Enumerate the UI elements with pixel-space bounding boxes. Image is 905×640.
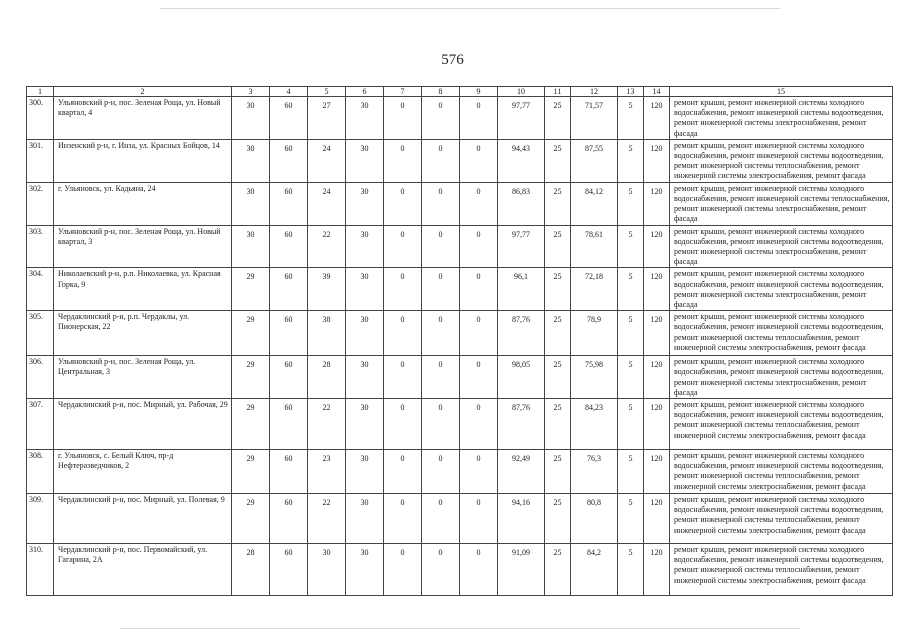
- value-cell-c12: 76,3: [571, 450, 618, 494]
- value-cell-c4: 60: [270, 182, 308, 225]
- value-cell-c13: 5: [618, 494, 644, 544]
- value-cell-c7: 0: [384, 139, 422, 182]
- value-cell-c8: 0: [422, 544, 460, 596]
- table-row: [27, 311, 893, 356]
- table-row: [27, 139, 893, 182]
- column-header: 13: [618, 87, 644, 97]
- value-cell-c9: 0: [460, 450, 498, 494]
- column-header: 4: [270, 87, 308, 97]
- column-header: 3: [232, 87, 270, 97]
- works-list-cell: ремонт крыши, ремонт инженерной системы холодного водоснабжения, ремонт инженерной системы теплоснабжения, ремонт инженерной системы электроснабжения, ремонт фасада: [670, 182, 893, 225]
- value-cell-c10: 94,43: [498, 139, 545, 182]
- value-cell-c10: 97,77: [498, 97, 545, 140]
- value-cell-c4: 60: [270, 268, 308, 311]
- value-cell-c3: 29: [232, 268, 270, 311]
- value-cell-c4: 60: [270, 356, 308, 399]
- column-header: 8: [422, 87, 460, 97]
- value-cell-c6: 30: [346, 356, 384, 399]
- row-number-cell: 304.: [27, 268, 54, 311]
- address-cell: Ульяновский р-н, пос. Зеленая Роща, ул. Центральная, 3: [54, 356, 232, 399]
- table-row: [27, 494, 893, 544]
- value-cell-c5: 23: [308, 450, 346, 494]
- value-cell-c7: 0: [384, 97, 422, 140]
- value-cell-c7: 0: [384, 399, 422, 450]
- value-cell-c12: 78,61: [571, 225, 618, 268]
- column-header: 6: [346, 87, 384, 97]
- value-cell-c13: 5: [618, 139, 644, 182]
- value-cell-c6: 30: [346, 494, 384, 544]
- value-cell-c12: 87,55: [571, 139, 618, 182]
- works-list-cell: ремонт крыши, ремонт инженерной системы холодного водоснабжения, ремонт инженерной системы водоотведения, ремонт инженерной системы теплоснабжения, ремонт инженерной системы электроснабжения, ремонт фасада: [670, 450, 893, 494]
- column-header: 5: [308, 87, 346, 97]
- value-cell-c13: 5: [618, 268, 644, 311]
- row-number-cell: 303.: [27, 225, 54, 268]
- value-cell-c7: 0: [384, 356, 422, 399]
- value-cell-c8: 0: [422, 139, 460, 182]
- column-header: 10: [498, 87, 545, 97]
- value-cell-c11: 25: [545, 225, 571, 268]
- value-cell-c6: 30: [346, 139, 384, 182]
- value-cell-c7: 0: [384, 268, 422, 311]
- value-cell-c11: 25: [545, 139, 571, 182]
- value-cell-c5: 22: [308, 399, 346, 450]
- value-cell-c4: 60: [270, 544, 308, 596]
- value-cell-c4: 60: [270, 225, 308, 268]
- value-cell-c12: 78,9: [571, 311, 618, 356]
- value-cell-c7: 0: [384, 311, 422, 356]
- value-cell-c9: 0: [460, 182, 498, 225]
- value-cell-c3: 29: [232, 311, 270, 356]
- value-cell-c13: 5: [618, 225, 644, 268]
- value-cell-c9: 0: [460, 268, 498, 311]
- address-cell: Чердаклинский р-н, пос. Мирный, ул. Полевая, 9: [54, 494, 232, 544]
- value-cell-c4: 60: [270, 97, 308, 140]
- row-number-cell: 302.: [27, 182, 54, 225]
- value-cell-c10: 94,16: [498, 494, 545, 544]
- value-cell-c10: 91,09: [498, 544, 545, 596]
- value-cell-c4: 60: [270, 494, 308, 544]
- works-list-cell: ремонт крыши, ремонт инженерной системы холодного водоснабжения, ремонт инженерной системы водоотведения, ремонт инженерной системы электроснабжения, ремонт фасада: [670, 97, 893, 140]
- value-cell-c3: 30: [232, 225, 270, 268]
- value-cell-c8: 0: [422, 311, 460, 356]
- value-cell-c8: 0: [422, 182, 460, 225]
- value-cell-c8: 0: [422, 97, 460, 140]
- value-cell-c7: 0: [384, 225, 422, 268]
- table-row: [27, 182, 893, 225]
- value-cell-c11: 25: [545, 311, 571, 356]
- column-header: 14: [644, 87, 670, 97]
- row-number-cell: 307.: [27, 399, 54, 450]
- value-cell-c8: 0: [422, 356, 460, 399]
- value-cell-c7: 0: [384, 494, 422, 544]
- value-cell-c7: 0: [384, 450, 422, 494]
- value-cell-c3: 30: [232, 182, 270, 225]
- table-row: [27, 544, 893, 596]
- value-cell-c3: 28: [232, 544, 270, 596]
- value-cell-c5: 22: [308, 494, 346, 544]
- value-cell-c9: 0: [460, 311, 498, 356]
- column-header: 1: [27, 87, 54, 97]
- works-list-cell: ремонт крыши, ремонт инженерной системы холодного водоснабжения, ремонт инженерной системы водоотведения, ремонт инженерной системы теплоснабжения, ремонт инженерной системы электроснабжения, ремонт фасада: [670, 139, 893, 182]
- value-cell-c3: 29: [232, 494, 270, 544]
- value-cell-c10: 87,76: [498, 311, 545, 356]
- table-body: [27, 97, 893, 596]
- value-cell-c5: 39: [308, 268, 346, 311]
- value-cell-c12: 72,18: [571, 268, 618, 311]
- value-cell-c3: 29: [232, 399, 270, 450]
- address-cell: Николаевский р-н, р.п. Николаевка, ул. Красная Горка, 9: [54, 268, 232, 311]
- value-cell-c6: 30: [346, 399, 384, 450]
- value-cell-c6: 30: [346, 311, 384, 356]
- scan-mark-bottom: [120, 628, 800, 629]
- value-cell-c14: 120: [644, 182, 670, 225]
- column-header: 7: [384, 87, 422, 97]
- value-cell-c4: 60: [270, 450, 308, 494]
- works-list-cell: ремонт крыши, ремонт инженерной системы холодного водоснабжения, ремонт инженерной системы водоотведения, ремонт инженерной системы теплоснабжения, ремонт инженерной системы электроснабжения, ремонт фасада: [670, 399, 893, 450]
- value-cell-c14: 120: [644, 97, 670, 140]
- value-cell-c7: 0: [384, 544, 422, 596]
- value-cell-c3: 29: [232, 356, 270, 399]
- value-cell-c6: 30: [346, 97, 384, 140]
- value-cell-c5: 28: [308, 356, 346, 399]
- value-cell-c11: 25: [545, 494, 571, 544]
- value-cell-c13: 5: [618, 182, 644, 225]
- value-cell-c10: 92,49: [498, 450, 545, 494]
- value-cell-c6: 30: [346, 268, 384, 311]
- value-cell-c12: 84,2: [571, 544, 618, 596]
- works-list-cell: ремонт крыши, ремонт инженерной системы холодного водоснабжения, ремонт инженерной системы водоотведения, ремонт инженерной системы теплоснабжения, ремонт инженерной системы электроснабжения, ремонт фасада: [670, 544, 893, 596]
- value-cell-c9: 0: [460, 544, 498, 596]
- value-cell-c8: 0: [422, 450, 460, 494]
- value-cell-c5: 27: [308, 97, 346, 140]
- value-cell-c11: 25: [545, 399, 571, 450]
- value-cell-c10: 87,76: [498, 399, 545, 450]
- works-list-cell: ремонт крыши, ремонт инженерной системы холодного водоснабжения, ремонт инженерной системы водоотведения, ремонт инженерной системы электроснабжения, ремонт фасада: [670, 225, 893, 268]
- repair-program-table: [26, 86, 893, 596]
- address-cell: Ульяновский р-н, пос. Зеленая Роща, ул. Новый квартал, 3: [54, 225, 232, 268]
- value-cell-c13: 5: [618, 450, 644, 494]
- value-cell-c12: 84,12: [571, 182, 618, 225]
- row-number-cell: 301.: [27, 139, 54, 182]
- value-cell-c10: 98,05: [498, 356, 545, 399]
- table-row: [27, 450, 893, 494]
- table-row: [27, 97, 893, 140]
- value-cell-c14: 120: [644, 225, 670, 268]
- value-cell-c5: 24: [308, 182, 346, 225]
- value-cell-c13: 5: [618, 544, 644, 596]
- value-cell-c13: 5: [618, 399, 644, 450]
- address-cell: Чердаклинский р-н, пос. Мирный, ул. Рабочая, 29: [54, 399, 232, 450]
- value-cell-c11: 25: [545, 268, 571, 311]
- value-cell-c8: 0: [422, 399, 460, 450]
- table-row: [27, 399, 893, 450]
- value-cell-c13: 5: [618, 97, 644, 140]
- value-cell-c14: 120: [644, 494, 670, 544]
- value-cell-c5: 22: [308, 225, 346, 268]
- column-header: 2: [54, 87, 232, 97]
- value-cell-c9: 0: [460, 399, 498, 450]
- value-cell-c8: 0: [422, 494, 460, 544]
- value-cell-c11: 25: [545, 356, 571, 399]
- value-cell-c3: 29: [232, 450, 270, 494]
- value-cell-c13: 5: [618, 311, 644, 356]
- column-header: 11: [545, 87, 571, 97]
- value-cell-c11: 25: [545, 97, 571, 140]
- value-cell-c14: 120: [644, 311, 670, 356]
- value-cell-c5: 30: [308, 544, 346, 596]
- column-number-row: [27, 87, 893, 97]
- value-cell-c3: 30: [232, 139, 270, 182]
- value-cell-c14: 120: [644, 356, 670, 399]
- value-cell-c9: 0: [460, 494, 498, 544]
- table-row: [27, 356, 893, 399]
- row-number-cell: 300.: [27, 97, 54, 140]
- column-header: 9: [460, 87, 498, 97]
- value-cell-c5: 38: [308, 311, 346, 356]
- value-cell-c9: 0: [460, 356, 498, 399]
- value-cell-c14: 120: [644, 268, 670, 311]
- value-cell-c13: 5: [618, 356, 644, 399]
- value-cell-c14: 120: [644, 399, 670, 450]
- value-cell-c9: 0: [460, 225, 498, 268]
- value-cell-c10: 96,1: [498, 268, 545, 311]
- works-list-cell: ремонт крыши, ремонт инженерной системы холодного водоснабжения, ремонт инженерной системы водоотведения, ремонт инженерной системы теплоснабжения, ремонт инженерной системы электроснабжения, ремонт фасада: [670, 311, 893, 356]
- address-cell: Ульяновский р-н, пос. Зеленая Роща, ул. Новый квартал, 4: [54, 97, 232, 140]
- value-cell-c11: 25: [545, 182, 571, 225]
- value-cell-c8: 0: [422, 268, 460, 311]
- column-header: 15: [670, 87, 893, 97]
- value-cell-c4: 60: [270, 139, 308, 182]
- works-list-cell: ремонт крыши, ремонт инженерной системы холодного водоснабжения, ремонт инженерной системы водоотведения, ремонт инженерной системы теплоснабжения, ремонт инженерной системы электроснабжения, ремонт фасада: [670, 494, 893, 544]
- value-cell-c14: 120: [644, 544, 670, 596]
- works-list-cell: ремонт крыши, ремонт инженерной системы холодного водоснабжения, ремонт инженерной системы водоотведения, ремонт инженерной системы электроснабжения, ремонт фасада: [670, 268, 893, 311]
- value-cell-c6: 30: [346, 182, 384, 225]
- value-cell-c14: 120: [644, 139, 670, 182]
- value-cell-c10: 86,83: [498, 182, 545, 225]
- value-cell-c4: 60: [270, 399, 308, 450]
- row-number-cell: 306.: [27, 356, 54, 399]
- value-cell-c12: 71,57: [571, 97, 618, 140]
- value-cell-c6: 30: [346, 544, 384, 596]
- address-cell: Чердаклинский р-н, пос. Первомайский, ул. Гагарина, 2А: [54, 544, 232, 596]
- value-cell-c11: 25: [545, 544, 571, 596]
- address-cell: Чердаклинский р-н, р.п. Чердаклы, ул. Пионерская, 22: [54, 311, 232, 356]
- address-cell: г. Ульяновск, с. Белый Ключ, пр-д Нефтеразведчиков, 2: [54, 450, 232, 494]
- value-cell-c10: 97,77: [498, 225, 545, 268]
- scan-mark-top: [160, 8, 780, 9]
- value-cell-c6: 30: [346, 225, 384, 268]
- value-cell-c14: 120: [644, 450, 670, 494]
- value-cell-c12: 75,98: [571, 356, 618, 399]
- table-row: [27, 268, 893, 311]
- table-row: [27, 225, 893, 268]
- value-cell-c11: 25: [545, 450, 571, 494]
- page-number: 576: [441, 52, 464, 68]
- value-cell-c7: 0: [384, 182, 422, 225]
- value-cell-c3: 30: [232, 97, 270, 140]
- value-cell-c9: 0: [460, 139, 498, 182]
- value-cell-c6: 30: [346, 450, 384, 494]
- column-header: 12: [571, 87, 618, 97]
- address-cell: г. Ульяновск, ул. Кадьяна, 24: [54, 182, 232, 225]
- value-cell-c9: 0: [460, 97, 498, 140]
- value-cell-c5: 24: [308, 139, 346, 182]
- works-list-cell: ремонт крыши, ремонт инженерной системы холодного водоснабжения, ремонт инженерной системы водоотведения, ремонт инженерной системы электроснабжения, ремонт фасада: [670, 356, 893, 399]
- row-number-cell: 308.: [27, 450, 54, 494]
- address-cell: Инзенский р-н, г. Инза, ул. Красных Бойцов, 14: [54, 139, 232, 182]
- row-number-cell: 305.: [27, 311, 54, 356]
- value-cell-c4: 60: [270, 311, 308, 356]
- value-cell-c8: 0: [422, 225, 460, 268]
- value-cell-c12: 84,23: [571, 399, 618, 450]
- value-cell-c12: 80,8: [571, 494, 618, 544]
- row-number-cell: 310.: [27, 544, 54, 596]
- row-number-cell: 309.: [27, 494, 54, 544]
